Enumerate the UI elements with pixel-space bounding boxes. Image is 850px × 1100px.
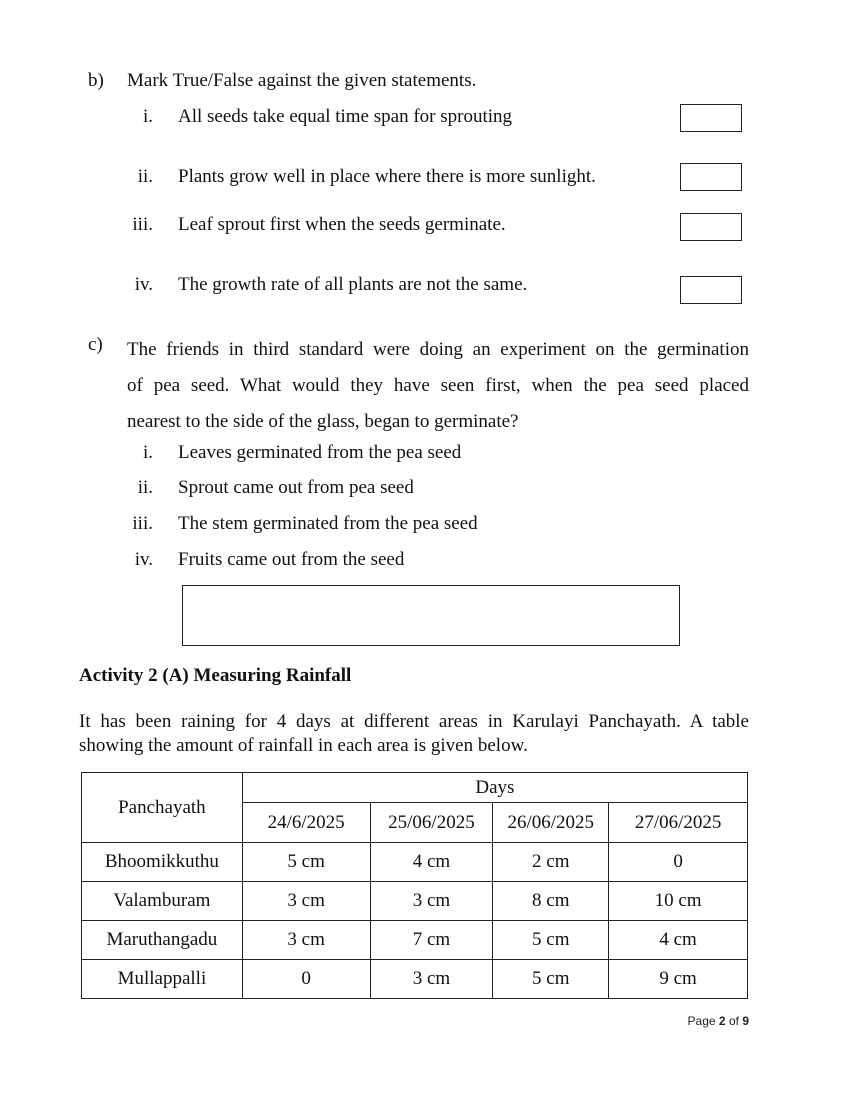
question-line-2: of pea seed. What would they have seen first, when the pea seed placed (127, 375, 749, 396)
page-number (688, 1014, 749, 1028)
rainfall-cell: 0 (242, 960, 370, 999)
statement-2-text: Plants grow well in place where there is more sunlight. (178, 166, 596, 187)
panchayath-name: Valamburam (82, 882, 243, 921)
intro-line-1: It has been raining for 4 days at different areas in Karulayi Panchayath. A table (79, 711, 749, 732)
question-line-1: The friends in third standard were doing an experiment on the germination (127, 339, 749, 360)
section-c-question (127, 332, 749, 440)
rainfall-cell: 5 cm (493, 921, 609, 960)
statement-3-answer-box[interactable] (680, 213, 742, 241)
option-2-number: ii. (137, 477, 153, 498)
option-4-text: Fruits came out from the seed (178, 549, 405, 570)
statement-2-answer-box[interactable] (680, 163, 742, 191)
of-word: of (728, 1014, 739, 1028)
panchayath-name: Mullappalli (82, 960, 243, 999)
activity-intro (79, 710, 749, 758)
rainfall-cell: 0 (609, 843, 748, 882)
date-header: 25/06/2025 (370, 803, 493, 843)
table-row (82, 921, 748, 960)
rainfall-cell: 4 cm (609, 921, 748, 960)
statement-3-number: iii. (132, 214, 153, 235)
statement-4-number: iv. (134, 274, 153, 295)
panchayath-header: Panchayath (82, 773, 243, 843)
rainfall-cell: 3 cm (242, 882, 370, 921)
panchayath-name: Maruthangadu (82, 921, 243, 960)
question-line-3: nearest to the side of the glass, began to germinate? (127, 411, 519, 432)
rainfall-cell: 3 cm (370, 960, 493, 999)
table-row (82, 960, 748, 999)
current-page: 2 (718, 1014, 726, 1028)
rainfall-cell: 8 cm (493, 882, 609, 921)
option-3-number: iii. (132, 513, 153, 534)
section-c-answer-box[interactable] (182, 585, 680, 646)
table-row (82, 843, 748, 882)
option-1-number: i. (142, 442, 153, 463)
activity-heading: Activity 2 (A) Measuring Rainfall (79, 665, 352, 686)
option-4-number: iv. (134, 549, 153, 570)
rainfall-cell: 5 cm (493, 960, 609, 999)
section-b-label: b) (88, 70, 104, 91)
option-2-text: Sprout came out from pea seed (178, 477, 414, 498)
option-1-text: Leaves germinated from the pea seed (178, 442, 462, 463)
statement-1-text: All seeds take equal time span for sprouting (178, 106, 513, 127)
panchayath-name: Bhoomikkuthu (82, 843, 243, 882)
rainfall-cell: 3 cm (242, 921, 370, 960)
section-c-label: c) (88, 334, 103, 355)
date-header: 24/6/2025 (242, 803, 370, 843)
intro-line-2: showing the amount of rainfall in each area is given below. (79, 735, 528, 756)
statement-4-answer-box[interactable] (680, 276, 742, 304)
rainfall-table (81, 772, 748, 999)
total-pages: 9 (742, 1014, 749, 1028)
page-word: Page (687, 1014, 716, 1028)
days-header: Days (242, 773, 747, 803)
statement-2-number: ii. (137, 166, 153, 187)
table-row (82, 882, 748, 921)
date-header: 27/06/2025 (609, 803, 748, 843)
rainfall-cell: 9 cm (609, 960, 748, 999)
statement-4-text: The growth rate of all plants are not the same. (178, 274, 528, 295)
date-header: 26/06/2025 (493, 803, 609, 843)
rainfall-cell: 10 cm (609, 882, 748, 921)
option-3-text: The stem germinated from the pea seed (178, 513, 478, 534)
rainfall-cell: 5 cm (242, 843, 370, 882)
rainfall-cell: 7 cm (370, 921, 493, 960)
statement-1-answer-box[interactable] (680, 104, 742, 132)
section-b-prompt: Mark True/False against the given statements. (127, 70, 477, 91)
statement-1-number: i. (142, 106, 153, 127)
statement-3-text: Leaf sprout first when the seeds germinate. (178, 214, 506, 235)
rainfall-cell: 4 cm (370, 843, 493, 882)
rainfall-cell: 3 cm (370, 882, 493, 921)
rainfall-cell: 2 cm (493, 843, 609, 882)
